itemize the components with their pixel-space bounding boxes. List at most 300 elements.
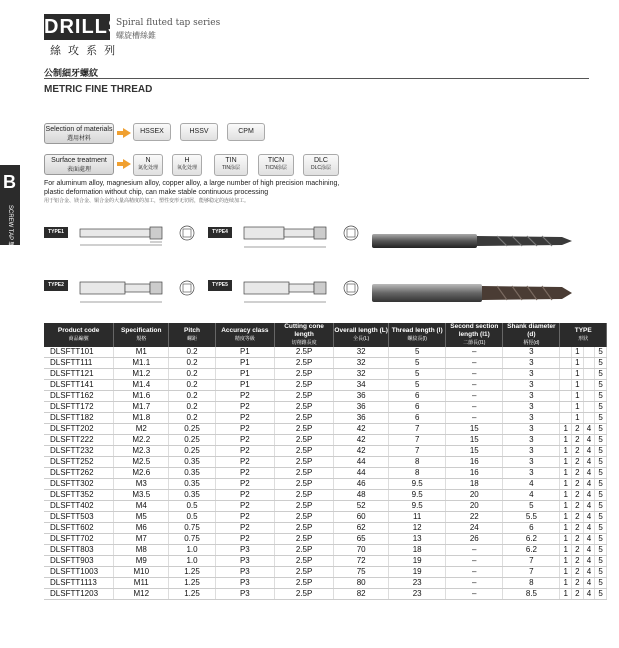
table-cell: 2.5P (274, 413, 333, 424)
tap-photo-2 (372, 280, 577, 306)
col-header-cn: 全長(L) (353, 336, 370, 342)
product-code-cell: DLSFTT503 (44, 512, 114, 523)
product-code-cell: DLSFTT202 (44, 424, 114, 435)
table-cell: 5 (389, 347, 446, 358)
table-row (44, 347, 607, 358)
type-cell: 5 (595, 545, 607, 556)
table-cell: 18 (446, 479, 503, 490)
type-cell: 2 (572, 490, 584, 501)
surface-option (172, 154, 202, 176)
type-cell: 1 (560, 446, 572, 457)
table-row (44, 578, 607, 589)
surface-cn: TICN涂层 (265, 165, 287, 171)
surface-cn: DLC涂层 (310, 165, 331, 171)
type1-diagram (70, 215, 200, 253)
type-cell (583, 413, 595, 424)
table-cell: 8 (389, 457, 446, 468)
type2-diagram (70, 270, 200, 308)
col-header-en: Accuracy class (221, 327, 269, 334)
table-cell: M6 (114, 523, 169, 534)
surface-code: H (184, 157, 190, 164)
table-cell: 52 (334, 501, 389, 512)
table-cell: 8 (503, 578, 560, 589)
table-row (44, 402, 607, 413)
surface-cn: 氧化处理 (176, 165, 197, 171)
table-cell: 2.5P (274, 435, 333, 446)
description-cn: 用于铝合金、镁合金、铜合金的大量高精度的加工，塑性变形无切屑，能够稳定的连续加工。 (44, 198, 250, 204)
type-cell: 5 (595, 490, 607, 501)
table-cell: 5.5 (503, 512, 560, 523)
table-cell: P2 (215, 457, 274, 468)
type-cell: 5 (595, 380, 607, 391)
table-cell: 62 (334, 523, 389, 534)
table-cell: 0.35 (169, 490, 216, 501)
table-cell: 2.5P (274, 567, 333, 578)
table-cell: 2.5P (274, 468, 333, 479)
type-cell (560, 391, 572, 402)
table-cell: P2 (215, 468, 274, 479)
type-cell: 1 (560, 501, 572, 512)
table-header-row (44, 323, 607, 347)
table-cell: 2.5P (274, 490, 333, 501)
table-cell: 72 (334, 556, 389, 567)
table-cell: P2 (215, 413, 274, 424)
section-title-cn: 公制細牙螺紋 (44, 68, 99, 78)
table-cell: M2.6 (114, 468, 169, 479)
product-code-cell: DLSFTT101 (44, 347, 114, 358)
table-cell: 42 (334, 424, 389, 435)
surface-code: N (145, 157, 151, 164)
type-cell: 5 (595, 479, 607, 490)
table-cell: 3 (503, 435, 560, 446)
table-cell: P2 (215, 534, 274, 545)
type-cell: 1 (560, 556, 572, 567)
table-cell: 3 (503, 358, 560, 369)
table-cell: M11 (114, 578, 169, 589)
table-cell: 3 (503, 457, 560, 468)
tap-photo-1 (372, 228, 577, 254)
table-cell: 8.5 (503, 589, 560, 600)
type-cell: 5 (595, 402, 607, 413)
table-cell: M2.3 (114, 446, 169, 457)
surface-label (44, 154, 114, 175)
arrow-icon (117, 159, 131, 169)
type-cell: 2 (572, 534, 584, 545)
table-cell: 0.35 (169, 457, 216, 468)
table-cell: 5 (389, 358, 446, 369)
col-header-cn: 螺紋長(l) (407, 336, 427, 342)
type-cell (560, 402, 572, 413)
table-cell: 2.5P (274, 523, 333, 534)
table-cell: – (446, 556, 503, 567)
type-cell: 1 (560, 457, 572, 468)
type-cell (583, 380, 595, 391)
table-cell: P2 (215, 490, 274, 501)
table-row (44, 424, 607, 435)
table-cell: 1.0 (169, 545, 216, 556)
table-cell: 44 (334, 457, 389, 468)
table-row (44, 490, 607, 501)
type-cell: 2 (572, 545, 584, 556)
type-cell (560, 369, 572, 380)
type-cell: 4 (583, 424, 595, 435)
surface-option (303, 154, 339, 176)
col-header-cn: 規格 (136, 336, 147, 342)
material-option: HSSV (180, 123, 218, 141)
col-header-en: Thread length (l) (391, 327, 443, 334)
surface-code: TIN (225, 157, 237, 164)
table-cell: 0.35 (169, 479, 216, 490)
table-cell: 16 (446, 457, 503, 468)
table-cell: – (446, 413, 503, 424)
table-cell: – (446, 347, 503, 358)
type-cell: 4 (583, 589, 595, 600)
category-title: 絲 攻 系 列 (50, 45, 118, 57)
table-cell: 7 (503, 556, 560, 567)
col-header (169, 323, 216, 347)
table-cell: M5 (114, 512, 169, 523)
table-cell: 9.5 (389, 490, 446, 501)
table-cell: 0.2 (169, 402, 216, 413)
table-cell: 15 (446, 424, 503, 435)
type-cell (560, 347, 572, 358)
table-cell: 1.0 (169, 556, 216, 567)
description-en-1: For aluminum alloy, magnesium alloy, copper alloy, a large number of high precision machining, (44, 180, 340, 187)
table-cell: 60 (334, 512, 389, 523)
material-option: CPM (227, 123, 265, 141)
table-cell: 2.5P (274, 545, 333, 556)
type5-diagram (234, 270, 364, 308)
table-row (44, 567, 607, 578)
table-cell: 48 (334, 490, 389, 501)
product-code-cell: DLSFTT121 (44, 369, 114, 380)
type-cell: 2 (572, 468, 584, 479)
product-code-cell: DLSFTT222 (44, 435, 114, 446)
table-cell: 2.5P (274, 501, 333, 512)
type-cell: 5 (595, 523, 607, 534)
type-cell: 1 (572, 369, 584, 380)
col-header (44, 323, 114, 347)
table-cell: 6 (389, 413, 446, 424)
table-cell: – (446, 578, 503, 589)
table-cell: P2 (215, 479, 274, 490)
table-cell: M2.2 (114, 435, 169, 446)
table-cell: 15 (446, 446, 503, 457)
table-cell: 26 (446, 534, 503, 545)
type-cell: 5 (595, 589, 607, 600)
table-cell: 6 (503, 523, 560, 534)
table-cell: – (446, 589, 503, 600)
product-code-cell: DLSFTT141 (44, 380, 114, 391)
type-cell: 1 (560, 589, 572, 600)
type-cell: 2 (572, 512, 584, 523)
table-cell: 0.2 (169, 391, 216, 402)
table-cell: M4 (114, 501, 169, 512)
table-cell: M1.7 (114, 402, 169, 413)
table-row (44, 545, 607, 556)
table-cell: 1.25 (169, 589, 216, 600)
table-cell: 7 (389, 435, 446, 446)
type-cell: 4 (583, 435, 595, 446)
table-cell: M1 (114, 347, 169, 358)
surface-label-en: Surface treatment (51, 157, 107, 164)
spec-table (44, 323, 607, 600)
table-cell: P1 (215, 380, 274, 391)
type-cell: 4 (583, 512, 595, 523)
material-option: HSSEX (133, 123, 171, 141)
col-header-en: Cutting cone length (284, 323, 324, 338)
section-title-en: METRIC FINE THREAD (44, 84, 153, 95)
type-cell: 1 (560, 523, 572, 534)
type-cell: 1 (560, 424, 572, 435)
table-cell: 82 (334, 589, 389, 600)
description-en-2: plastic deformation without chip, can make stable continuous processing (44, 189, 269, 196)
table-cell: 2.5P (274, 347, 333, 358)
table-cell: 22 (446, 512, 503, 523)
col-header-cn: 二節長(l1) (463, 340, 486, 346)
product-code-cell: DLSFTT172 (44, 402, 114, 413)
table-cell: 0.5 (169, 512, 216, 523)
col-header-en: Second section length (l1) (450, 323, 499, 338)
product-code-cell: DLSFTT803 (44, 545, 114, 556)
product-code-cell: DLSFTT162 (44, 391, 114, 402)
surface-cn: 氮化处理 (137, 165, 158, 171)
product-code-cell: DLSFTT702 (44, 534, 114, 545)
table-cell: 15 (446, 435, 503, 446)
table-cell: 12 (389, 523, 446, 534)
type-cell: 1 (560, 567, 572, 578)
table-cell: 2.5P (274, 589, 333, 600)
table-row (44, 501, 607, 512)
side-tab-label: SCREW TAP 螺攻 (7, 205, 13, 254)
type-cell: 1 (572, 413, 584, 424)
table-cell: 36 (334, 391, 389, 402)
table-cell: 0.75 (169, 534, 216, 545)
type-cell: 1 (572, 391, 584, 402)
type-tag: TYPE2 (44, 280, 68, 291)
table-cell: M1.2 (114, 369, 169, 380)
type-cell: 1 (560, 545, 572, 556)
type-cell (583, 391, 595, 402)
type4-diagram (234, 215, 364, 253)
col-header-en: TYPE (574, 327, 592, 334)
col-header (389, 323, 446, 347)
materials-label (44, 123, 114, 144)
table-cell: 9.5 (389, 501, 446, 512)
type-cell: 2 (572, 589, 584, 600)
table-cell: – (446, 545, 503, 556)
table-cell: M2 (114, 424, 169, 435)
table-cell: P1 (215, 347, 274, 358)
type-cell: 5 (595, 446, 607, 457)
type-cell: 1 (572, 402, 584, 413)
type-cell (560, 413, 572, 424)
surface-code: DLC (313, 157, 328, 164)
type-cell: 4 (583, 534, 595, 545)
table-cell: 2.5P (274, 512, 333, 523)
table-cell: P2 (215, 402, 274, 413)
table-cell: 1.25 (169, 567, 216, 578)
table-cell: P2 (215, 391, 274, 402)
product-code-cell: DLSFTT903 (44, 556, 114, 567)
table-cell: 46 (334, 479, 389, 490)
table-cell: 0.25 (169, 446, 216, 457)
table-cell: M8 (114, 545, 169, 556)
type-cell: 2 (572, 567, 584, 578)
table-cell: 5 (389, 369, 446, 380)
table-cell: M3.5 (114, 490, 169, 501)
product-code-cell: DLSFTT262 (44, 468, 114, 479)
table-cell: 7 (389, 446, 446, 457)
series-title-cn: 螺旋槽絲錐 (116, 31, 156, 40)
table-row (44, 468, 607, 479)
table-cell: 2.5P (274, 534, 333, 545)
type-cell: 1 (560, 435, 572, 446)
table-cell: P3 (215, 578, 274, 589)
surface-option (214, 154, 248, 176)
table-cell: 44 (334, 468, 389, 479)
table-row (44, 369, 607, 380)
table-cell: 42 (334, 446, 389, 457)
table-cell: M7 (114, 534, 169, 545)
table-cell: P3 (215, 545, 274, 556)
table-cell: 3 (503, 391, 560, 402)
col-header (446, 323, 503, 347)
type-cell: 2 (572, 479, 584, 490)
table-cell: 6.2 (503, 534, 560, 545)
type-cell: 4 (583, 501, 595, 512)
table-cell: 42 (334, 435, 389, 446)
type-tag: TYPE5 (208, 280, 232, 291)
type-cell: 1 (560, 578, 572, 589)
table-cell: 3 (503, 468, 560, 479)
surface-cn: TIN涂层 (221, 165, 241, 171)
type-cell: 1 (560, 490, 572, 501)
type-cell: 5 (595, 347, 607, 358)
type-cell: 4 (583, 556, 595, 567)
col-header (274, 323, 333, 347)
col-header (114, 323, 169, 347)
table-cell: 80 (334, 578, 389, 589)
col-header-en: Shank diameter (d) (507, 323, 556, 338)
col-header-en: Specification (121, 327, 162, 334)
table-cell: 0.2 (169, 369, 216, 380)
table-cell: 7 (503, 567, 560, 578)
table-cell: 7 (389, 424, 446, 435)
table-cell: 19 (389, 556, 446, 567)
type-cell: 5 (595, 556, 607, 567)
product-code-cell: DLSFTT111 (44, 358, 114, 369)
table-cell: 36 (334, 413, 389, 424)
type-cell: 5 (595, 358, 607, 369)
table-cell: 0.2 (169, 380, 216, 391)
product-code-cell: DLSFTT252 (44, 457, 114, 468)
table-cell: 0.35 (169, 468, 216, 479)
table-cell: 1.25 (169, 578, 216, 589)
table-row (44, 479, 607, 490)
table-cell: 6.2 (503, 545, 560, 556)
table-cell: 75 (334, 567, 389, 578)
type-cell: 1 (560, 534, 572, 545)
type-cell (560, 358, 572, 369)
table-cell: 0.2 (169, 347, 216, 358)
table-cell: 18 (389, 545, 446, 556)
table-cell: 2.5P (274, 446, 333, 457)
col-header (560, 323, 607, 347)
table-cell: 2.5P (274, 578, 333, 589)
table-cell: M10 (114, 567, 169, 578)
type-cell: 4 (583, 446, 595, 457)
table-cell: 2.5P (274, 402, 333, 413)
table-cell: 3 (503, 446, 560, 457)
type-cell: 2 (572, 446, 584, 457)
type-cell: 1 (572, 380, 584, 391)
col-header (215, 323, 274, 347)
table-cell: P3 (215, 556, 274, 567)
table-cell: 2.5P (274, 556, 333, 567)
table-cell: 4 (503, 479, 560, 490)
table-cell: P2 (215, 446, 274, 457)
brand-logo: DRILLS (44, 16, 123, 38)
type-cell: 2 (572, 556, 584, 567)
table-cell: M1.8 (114, 413, 169, 424)
type-cell (560, 380, 572, 391)
table-cell: 32 (334, 347, 389, 358)
table-cell: 3 (503, 402, 560, 413)
table-cell: P2 (215, 424, 274, 435)
type-tag: TYPE4 (208, 227, 232, 238)
product-code-cell: DLSFTT602 (44, 523, 114, 534)
table-cell: 65 (334, 534, 389, 545)
table-cell: 3 (503, 424, 560, 435)
table-row (44, 413, 607, 424)
table-cell: – (446, 402, 503, 413)
type-cell: 5 (595, 413, 607, 424)
type-cell: 5 (595, 578, 607, 589)
type-cell: 5 (595, 424, 607, 435)
product-code-cell: DLSFTT1113 (44, 578, 114, 589)
type-cell: 1 (560, 479, 572, 490)
type-tag: TYPE1 (44, 227, 68, 238)
type-cell: 5 (595, 457, 607, 468)
col-header-cn: 切削錐長度 (291, 340, 317, 346)
table-cell: 0.25 (169, 435, 216, 446)
table-row (44, 534, 607, 545)
table-cell: 3 (503, 380, 560, 391)
table-row (44, 435, 607, 446)
table-cell: 23 (389, 589, 446, 600)
table-cell: 2.5P (274, 457, 333, 468)
type-cell (583, 347, 595, 358)
table-cell: 8 (389, 468, 446, 479)
table-cell: M2.5 (114, 457, 169, 468)
type-cell: 2 (572, 435, 584, 446)
table-cell: 0.75 (169, 523, 216, 534)
table-cell: P3 (215, 567, 274, 578)
product-code-cell: DLSFTT232 (44, 446, 114, 457)
table-row (44, 380, 607, 391)
table-cell: – (446, 358, 503, 369)
table-cell: 20 (446, 490, 503, 501)
table-cell: P2 (215, 501, 274, 512)
surface-label-cn: 表面處理 (66, 167, 91, 173)
table-cell: P2 (215, 435, 274, 446)
col-header-cn: 形狀 (578, 336, 589, 342)
table-cell: P3 (215, 589, 274, 600)
table-cell: 70 (334, 545, 389, 556)
table-cell: 16 (446, 468, 503, 479)
table-cell: 0.2 (169, 358, 216, 369)
